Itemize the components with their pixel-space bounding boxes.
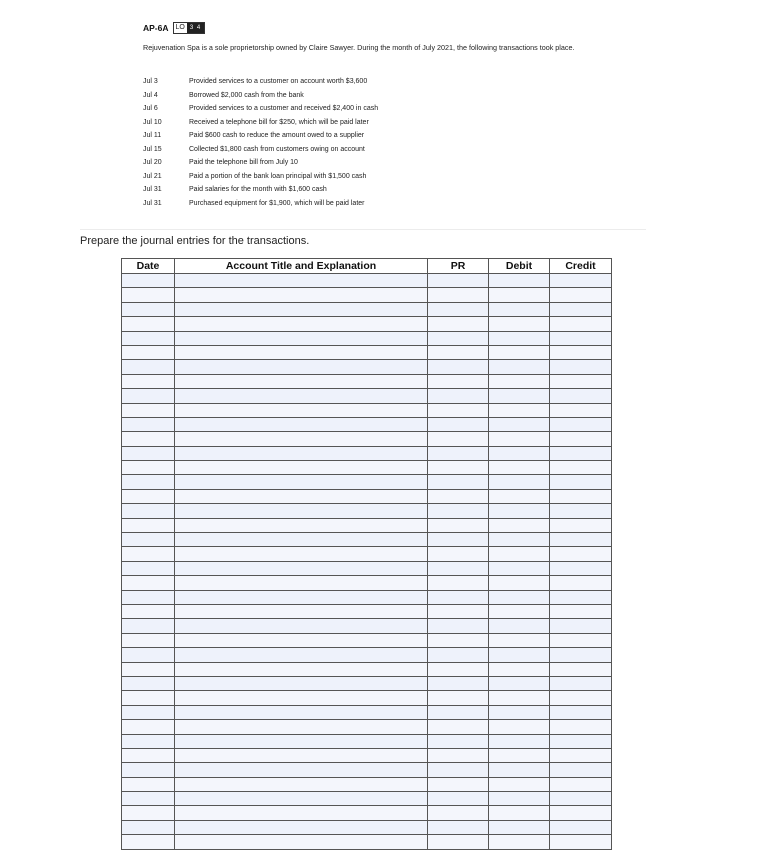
transaction-description: Paid $600 cash to reduce the amount owed to a supplier <box>189 132 365 139</box>
journal-entry-row <box>122 590 612 604</box>
account-cell[interactable] <box>175 288 428 302</box>
date-cell[interactable] <box>122 720 175 734</box>
account-cell[interactable] <box>175 403 428 417</box>
journal-entry-row <box>122 302 612 316</box>
journal-entry-row <box>122 806 612 820</box>
date-cell[interactable] <box>122 389 175 403</box>
journal-entry-row <box>122 518 612 532</box>
transaction-description: Received a telephone bill for $250, which will be paid later <box>189 118 369 126</box>
pr-cell[interactable] <box>428 590 489 604</box>
account-cell[interactable] <box>175 705 428 719</box>
credit-cell[interactable] <box>550 748 612 762</box>
date-cell[interactable] <box>122 734 175 748</box>
debit-cell[interactable] <box>489 676 550 690</box>
date-cell[interactable] <box>122 806 175 820</box>
journal-entry-row <box>122 720 612 734</box>
debit-cell[interactable] <box>489 792 550 806</box>
date-cell[interactable] <box>122 302 175 316</box>
credit-cell[interactable] <box>550 461 612 475</box>
pr-cell[interactable] <box>428 461 489 475</box>
account-cell[interactable] <box>175 633 428 647</box>
date-cell[interactable] <box>122 820 175 834</box>
debit-cell[interactable] <box>489 417 550 431</box>
date-cell[interactable] <box>122 604 175 618</box>
credit-cell[interactable] <box>550 360 612 374</box>
date-cell[interactable] <box>122 417 175 431</box>
pr-cell[interactable] <box>428 389 489 403</box>
pr-cell[interactable] <box>428 619 489 633</box>
account-cell[interactable] <box>175 619 428 633</box>
date-cell[interactable] <box>122 533 175 547</box>
date-cell[interactable] <box>122 432 175 446</box>
credit-cell[interactable] <box>550 561 612 575</box>
account-cell[interactable] <box>175 432 428 446</box>
credit-cell[interactable] <box>550 691 612 705</box>
problem-id <box>143 22 205 34</box>
account-cell[interactable] <box>175 274 428 288</box>
credit-cell[interactable] <box>550 792 612 806</box>
journal-entry-row <box>122 648 612 662</box>
instruction-text: Prepare the journal entries for the transactions. <box>80 235 310 247</box>
pr-cell[interactable] <box>428 648 489 662</box>
debit-cell[interactable] <box>489 619 550 633</box>
credit-cell[interactable] <box>550 777 612 791</box>
pr-cell[interactable] <box>428 820 489 834</box>
transaction-date: Jul 6 <box>143 105 158 112</box>
account-cell[interactable] <box>175 360 428 374</box>
pr-cell[interactable] <box>428 446 489 460</box>
credit-cell[interactable] <box>550 389 612 403</box>
account-cell[interactable] <box>175 504 428 518</box>
credit-cell[interactable] <box>550 576 612 590</box>
journal-entry-row <box>122 288 612 302</box>
journal-entry-row <box>122 274 612 288</box>
date-cell[interactable] <box>122 676 175 690</box>
credit-cell[interactable] <box>550 604 612 618</box>
date-cell[interactable] <box>122 619 175 633</box>
pr-cell[interactable] <box>428 518 489 532</box>
date-cell[interactable] <box>122 274 175 288</box>
pr-cell[interactable] <box>428 604 489 618</box>
credit-cell[interactable] <box>550 432 612 446</box>
date-cell[interactable] <box>122 547 175 561</box>
debit-cell[interactable] <box>489 576 550 590</box>
debit-cell[interactable] <box>489 720 550 734</box>
account-cell[interactable] <box>175 317 428 331</box>
journal-entry-row <box>122 489 612 503</box>
debit-cell[interactable] <box>489 504 550 518</box>
debit-cell[interactable] <box>489 345 550 359</box>
pr-cell[interactable] <box>428 274 489 288</box>
account-cell[interactable] <box>175 604 428 618</box>
credit-cell[interactable] <box>550 288 612 302</box>
date-cell[interactable] <box>122 288 175 302</box>
date-cell[interactable] <box>122 489 175 503</box>
journal-entry-row <box>122 374 612 388</box>
debit-cell[interactable] <box>489 547 550 561</box>
debit-cell[interactable] <box>489 302 550 316</box>
journal-entry-row <box>122 561 612 575</box>
account-cell[interactable] <box>175 792 428 806</box>
debit-cell[interactable] <box>489 705 550 719</box>
date-cell[interactable] <box>122 777 175 791</box>
account-cell[interactable] <box>175 389 428 403</box>
debit-cell[interactable] <box>489 331 550 345</box>
account-cell[interactable] <box>175 461 428 475</box>
debit-cell[interactable] <box>489 662 550 676</box>
account-cell[interactable] <box>175 561 428 575</box>
pr-cell[interactable] <box>428 763 489 777</box>
credit-cell[interactable] <box>550 806 612 820</box>
journal-entry-row <box>122 792 612 806</box>
pr-cell[interactable] <box>428 691 489 705</box>
debit-cell[interactable] <box>489 489 550 503</box>
credit-cell[interactable] <box>550 820 612 834</box>
date-cell[interactable] <box>122 576 175 590</box>
credit-cell[interactable] <box>550 417 612 431</box>
date-cell[interactable] <box>122 345 175 359</box>
transaction-date: Jul 4 <box>143 91 158 99</box>
pr-cell[interactable] <box>428 734 489 748</box>
transaction-date: Jul 11 <box>143 132 162 139</box>
pr-cell[interactable] <box>428 417 489 431</box>
journal-header-row <box>122 259 612 274</box>
credit-cell[interactable] <box>550 504 612 518</box>
account-cell[interactable] <box>175 691 428 705</box>
account-column-header: Account Title and Explanation <box>175 259 428 274</box>
account-cell[interactable] <box>175 446 428 460</box>
debit-cell[interactable] <box>489 633 550 647</box>
debit-cell[interactable] <box>489 446 550 460</box>
pr-cell[interactable] <box>428 676 489 690</box>
account-cell[interactable] <box>175 345 428 359</box>
transaction-date: Jul 21 <box>143 172 162 180</box>
credit-cell[interactable] <box>550 619 612 633</box>
account-cell[interactable] <box>175 374 428 388</box>
credit-cell[interactable] <box>550 374 612 388</box>
account-cell[interactable] <box>175 590 428 604</box>
account-cell[interactable] <box>175 489 428 503</box>
credit-cell[interactable] <box>550 720 612 734</box>
account-cell[interactable] <box>175 777 428 791</box>
date-cell[interactable] <box>122 475 175 489</box>
pr-cell[interactable] <box>428 331 489 345</box>
account-cell[interactable] <box>175 331 428 345</box>
pr-cell[interactable] <box>428 533 489 547</box>
journal-entry-row <box>122 777 612 791</box>
pr-column-header: PR <box>428 259 489 274</box>
pr-cell[interactable] <box>428 475 489 489</box>
pr-cell[interactable] <box>428 302 489 316</box>
transaction-description: Borrowed $2,000 cash from the bank <box>189 91 304 99</box>
debit-cell[interactable] <box>489 374 550 388</box>
transaction-description: Provided services to a customer on account worth $3,600 <box>189 78 368 85</box>
lo-label: LO <box>175 24 185 31</box>
debit-cell[interactable] <box>489 288 550 302</box>
journal-entry-row <box>122 446 612 460</box>
date-cell[interactable] <box>122 763 175 777</box>
account-cell[interactable] <box>175 806 428 820</box>
pr-cell[interactable] <box>428 345 489 359</box>
debit-cell[interactable] <box>489 518 550 532</box>
debit-cell[interactable] <box>489 748 550 762</box>
debit-cell[interactable] <box>489 806 550 820</box>
transaction-date: Jul 3 <box>143 78 158 85</box>
journal-entry-row <box>122 633 612 647</box>
journal-entry-row <box>122 576 612 590</box>
transaction-date: Jul 20 <box>143 159 162 166</box>
date-cell[interactable] <box>122 331 175 345</box>
journal-entry-row <box>122 475 612 489</box>
pr-cell[interactable] <box>428 806 489 820</box>
journal-entry-row <box>122 345 612 359</box>
journal-entry-row <box>122 331 612 345</box>
pr-cell[interactable] <box>428 561 489 575</box>
debit-cell[interactable] <box>489 820 550 834</box>
account-cell[interactable] <box>175 576 428 590</box>
pr-cell[interactable] <box>428 489 489 503</box>
account-cell[interactable] <box>175 662 428 676</box>
date-cell[interactable] <box>122 446 175 460</box>
journal-entry-row <box>122 662 612 676</box>
credit-cell[interactable] <box>550 590 612 604</box>
account-cell[interactable] <box>175 475 428 489</box>
debit-cell[interactable] <box>489 533 550 547</box>
credit-cell[interactable] <box>550 317 612 331</box>
journal-entry-row <box>122 504 612 518</box>
date-cell[interactable] <box>122 403 175 417</box>
pr-cell[interactable] <box>428 576 489 590</box>
debit-cell[interactable] <box>489 461 550 475</box>
debit-cell[interactable] <box>489 604 550 618</box>
account-cell[interactable] <box>175 763 428 777</box>
credit-cell[interactable] <box>550 676 612 690</box>
debit-cell[interactable] <box>489 777 550 791</box>
divider <box>80 229 646 230</box>
date-cell[interactable] <box>122 561 175 575</box>
credit-column-header: Credit <box>550 259 612 274</box>
debit-cell[interactable] <box>489 691 550 705</box>
debit-cell[interactable] <box>489 317 550 331</box>
date-cell[interactable] <box>122 691 175 705</box>
journal-entry-row <box>122 417 612 431</box>
journal-entry-row <box>122 461 612 475</box>
journal-entry-row <box>122 403 612 417</box>
credit-cell[interactable] <box>550 547 612 561</box>
account-cell[interactable] <box>175 648 428 662</box>
credit-cell[interactable] <box>550 533 612 547</box>
pr-cell[interactable] <box>428 403 489 417</box>
pr-cell[interactable] <box>428 777 489 791</box>
pr-cell[interactable] <box>428 504 489 518</box>
journal-entry-row <box>122 389 612 403</box>
credit-cell[interactable] <box>550 648 612 662</box>
transaction-description: Paid salaries for the month with $1,600 cash <box>189 186 327 193</box>
account-cell[interactable] <box>175 676 428 690</box>
date-cell[interactable] <box>122 705 175 719</box>
journal-entry-row <box>122 820 612 834</box>
date-cell[interactable] <box>122 360 175 374</box>
journal-entry-row <box>122 676 612 690</box>
debit-cell[interactable] <box>489 561 550 575</box>
debit-cell[interactable] <box>489 403 550 417</box>
journal-entry-row <box>122 705 612 719</box>
account-cell[interactable] <box>175 518 428 532</box>
credit-cell[interactable] <box>550 274 612 288</box>
transaction-date: Jul 31 <box>143 199 162 207</box>
credit-cell[interactable] <box>550 331 612 345</box>
problem-number: AP-6A <box>143 23 169 33</box>
credit-cell[interactable] <box>550 489 612 503</box>
pr-cell[interactable] <box>428 720 489 734</box>
date-cell[interactable] <box>122 461 175 475</box>
account-cell[interactable] <box>175 748 428 762</box>
account-cell[interactable] <box>175 302 428 316</box>
pr-cell[interactable] <box>428 633 489 647</box>
transaction-description: Collected $1,800 cash from customers owing on account <box>189 145 365 153</box>
account-cell[interactable] <box>175 417 428 431</box>
debit-cell[interactable] <box>489 432 550 446</box>
debit-cell[interactable] <box>489 734 550 748</box>
journal-body <box>122 274 612 850</box>
pr-cell[interactable] <box>428 748 489 762</box>
account-cell[interactable] <box>175 820 428 834</box>
debit-cell[interactable] <box>489 274 550 288</box>
credit-cell[interactable] <box>550 662 612 676</box>
transaction-description: Paid a portion of the bank loan principal with $1,500 cash <box>189 172 367 180</box>
date-cell[interactable] <box>122 518 175 532</box>
credit-cell[interactable] <box>550 734 612 748</box>
date-cell[interactable] <box>122 317 175 331</box>
credit-cell[interactable] <box>550 345 612 359</box>
learning-objective-badge <box>173 22 206 34</box>
journal-entry-row <box>122 432 612 446</box>
journal-entry-row <box>122 734 612 748</box>
pr-cell[interactable] <box>428 317 489 331</box>
journal-entry-row <box>122 360 612 374</box>
credit-cell[interactable] <box>550 705 612 719</box>
pr-cell[interactable] <box>428 374 489 388</box>
account-cell[interactable] <box>175 547 428 561</box>
journal-entry-row <box>122 619 612 633</box>
debit-cell[interactable] <box>489 360 550 374</box>
date-cell[interactable] <box>122 748 175 762</box>
journal-entry-row <box>122 604 612 618</box>
journal-entry-row <box>122 763 612 777</box>
pr-cell[interactable] <box>428 360 489 374</box>
credit-cell[interactable] <box>550 763 612 777</box>
pr-cell[interactable] <box>428 705 489 719</box>
credit-cell[interactable] <box>550 446 612 460</box>
transaction-date: Jul 31 <box>143 186 162 193</box>
transaction-description: Provided services to a customer and received $2,400 in cash <box>189 105 379 112</box>
journal-entry-row <box>122 533 612 547</box>
date-cell[interactable] <box>122 374 175 388</box>
debit-cell[interactable] <box>489 389 550 403</box>
lo-numbers: 3 4 <box>187 23 204 33</box>
account-cell[interactable] <box>175 533 428 547</box>
journal-entry-row <box>122 748 612 762</box>
credit-cell[interactable] <box>550 633 612 647</box>
transaction-date: Jul 15 <box>143 145 162 153</box>
date-cell[interactable] <box>122 633 175 647</box>
pr-cell[interactable] <box>428 432 489 446</box>
debit-cell[interactable] <box>489 648 550 662</box>
date-column-header: Date <box>122 259 175 274</box>
debit-cell[interactable] <box>489 763 550 777</box>
debit-column-header: Debit <box>489 259 550 274</box>
credit-cell[interactable] <box>550 518 612 532</box>
transaction-description: Purchased equipment for $1,900, which will be paid later <box>189 199 365 207</box>
credit-cell[interactable] <box>550 475 612 489</box>
journal-entry-row <box>122 547 612 561</box>
credit-cell[interactable] <box>550 403 612 417</box>
transaction-description: Paid the telephone bill from July 10 <box>189 159 298 166</box>
account-cell[interactable] <box>175 734 428 748</box>
account-cell[interactable] <box>175 720 428 734</box>
debit-cell[interactable] <box>489 475 550 489</box>
date-cell[interactable] <box>122 662 175 676</box>
journal-entry-row <box>122 691 612 705</box>
journal-entry-row <box>122 317 612 331</box>
credit-cell[interactable] <box>550 302 612 316</box>
debit-cell[interactable] <box>489 590 550 604</box>
date-cell[interactable] <box>122 648 175 662</box>
problem-intro: Rejuvenation Spa is a sole proprietorship owned by Claire Sawyer. During the month of July 2021, the following transactions took place. <box>143 43 575 52</box>
pr-cell[interactable] <box>428 288 489 302</box>
date-cell[interactable] <box>122 504 175 518</box>
date-cell[interactable] <box>122 792 175 806</box>
pr-cell[interactable] <box>428 662 489 676</box>
journal-table <box>121 258 612 850</box>
date-cell[interactable] <box>122 590 175 604</box>
pr-cell[interactable] <box>428 547 489 561</box>
pr-cell[interactable] <box>428 792 489 806</box>
transaction-date: Jul 10 <box>143 118 162 126</box>
